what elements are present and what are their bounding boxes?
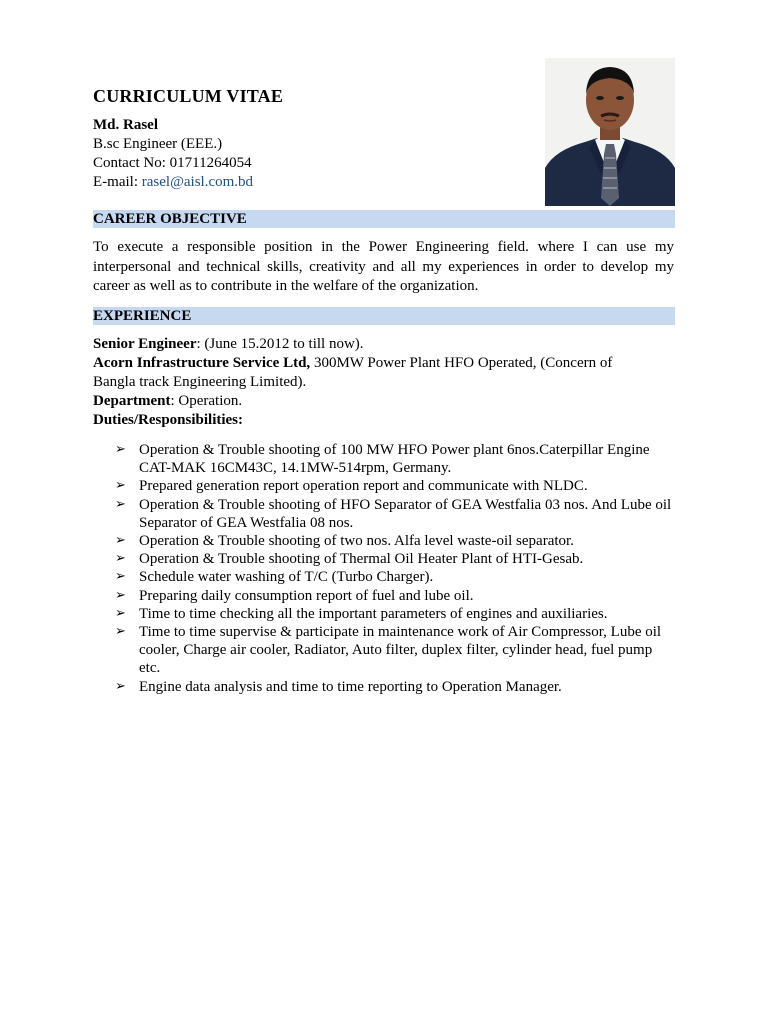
email-label: E-mail: <box>93 174 142 190</box>
arrowhead-bullet-icon: ➢ <box>115 605 126 621</box>
duties-label: Duties/Responsibilities: <box>93 412 244 428</box>
duty-text: Schedule water washing of T/C (Turbo Charger). <box>139 569 434 586</box>
list-item <box>115 441 675 477</box>
position-line <box>93 335 675 354</box>
email-link[interactable]: rasel@aisl.com.bd <box>141 174 254 190</box>
list-item <box>115 678 675 696</box>
profile-photo-image <box>545 58 675 206</box>
duty-text: Engine data analysis and time to time reporting to Operation Manager. <box>139 678 562 695</box>
list-item <box>115 623 675 678</box>
contact-phone-line <box>93 154 253 173</box>
list-item <box>115 532 675 550</box>
profile-photo <box>545 58 675 206</box>
list-item <box>115 587 675 605</box>
career-objective-text: To execute a responsible position in the Power Engineering field. where I can use my interpersonal and technical skills, creativity and all my experiences in order to develop my career as well as to contribute in the welfare of the organization. <box>93 239 674 294</box>
duty-text: Time to time checking all the important parameters of engines and auxiliaries. <box>139 605 608 622</box>
contact-block <box>93 116 253 192</box>
duty-text: Operation & Trouble shooting of Thermal Oil Heater Plant of HTI-Gesab. <box>139 551 584 568</box>
arrowhead-bullet-icon: ➢ <box>115 442 126 457</box>
list-item <box>115 568 675 586</box>
duty-text: Operation & Trouble shooting of HFO Separator of GEA Westfalia 03 nos. And Lube oil Separator of GEA Westfalia 08 nos. <box>139 496 672 531</box>
department-line <box>93 392 675 411</box>
list-item <box>115 550 675 568</box>
company-concern: Bangla track Engineering Limited). <box>93 374 307 390</box>
duty-text: Time to time supervise & participate in maintenance work of Air Compressor, Lube oil cooler, Charge air cooler, Radiator, Auto filter, duplex filter, cylinder head, fuel pump etc. <box>139 624 662 677</box>
duty-text: Prepared generation report operation report and communicate with NLDC. <box>139 478 588 495</box>
arrowhead-bullet-icon: ➢ <box>115 496 126 512</box>
duty-text: Preparing daily consumption report of fuel and lube oil. <box>139 587 474 604</box>
phone-label: Contact No: <box>93 155 170 171</box>
arrowhead-bullet-icon: ➢ <box>115 678 126 694</box>
department-value: : Operation. <box>170 393 243 409</box>
arrowhead-bullet-icon: ➢ <box>115 551 126 567</box>
duty-text: Operation & Trouble shooting of two nos. Alfa level waste-oil separator. <box>139 533 574 550</box>
career-objective-title: CAREER OBJECTIVE <box>93 211 247 227</box>
company-line <box>93 354 675 373</box>
arrowhead-bullet-icon: ➢ <box>115 624 126 640</box>
list-item <box>115 605 675 623</box>
contact-email-line <box>93 173 253 192</box>
career-objective-header <box>93 210 675 228</box>
candidate-name: Md. Rasel <box>93 117 158 133</box>
arrowhead-bullet-icon: ➢ <box>115 587 126 603</box>
duties-list <box>115 441 675 696</box>
arrowhead-bullet-icon: ➢ <box>115 569 126 585</box>
position-title: Senior Engineer <box>93 336 197 352</box>
duty-text: Operation & Trouble shooting of 100 MW HFO Power plant 6nos.Caterpillar Engine CAT-MAK 16CM43C, 14.1MW-514rpm, Germany. <box>139 442 650 477</box>
department-label: Department <box>93 393 171 409</box>
document-title: CURRICULUM VITAE <box>93 86 284 106</box>
experience-header <box>93 307 675 325</box>
position-dates: : (June 15.2012 to till now). <box>196 336 364 352</box>
arrowhead-bullet-icon: ➢ <box>115 478 126 494</box>
list-item <box>115 496 675 532</box>
arrowhead-bullet-icon: ➢ <box>115 533 126 549</box>
company-name: Acorn Infrastructure Service Ltd, <box>93 355 311 371</box>
company-description: 300MW Power Plant HFO Operated, (Concern of <box>310 355 613 371</box>
experience-details <box>93 335 675 430</box>
candidate-degree: B.sc Engineer (EEE.) <box>93 136 223 152</box>
phone-number: 01711264054 <box>169 155 252 171</box>
list-item <box>115 477 675 495</box>
experience-title: EXPERIENCE <box>93 308 192 324</box>
